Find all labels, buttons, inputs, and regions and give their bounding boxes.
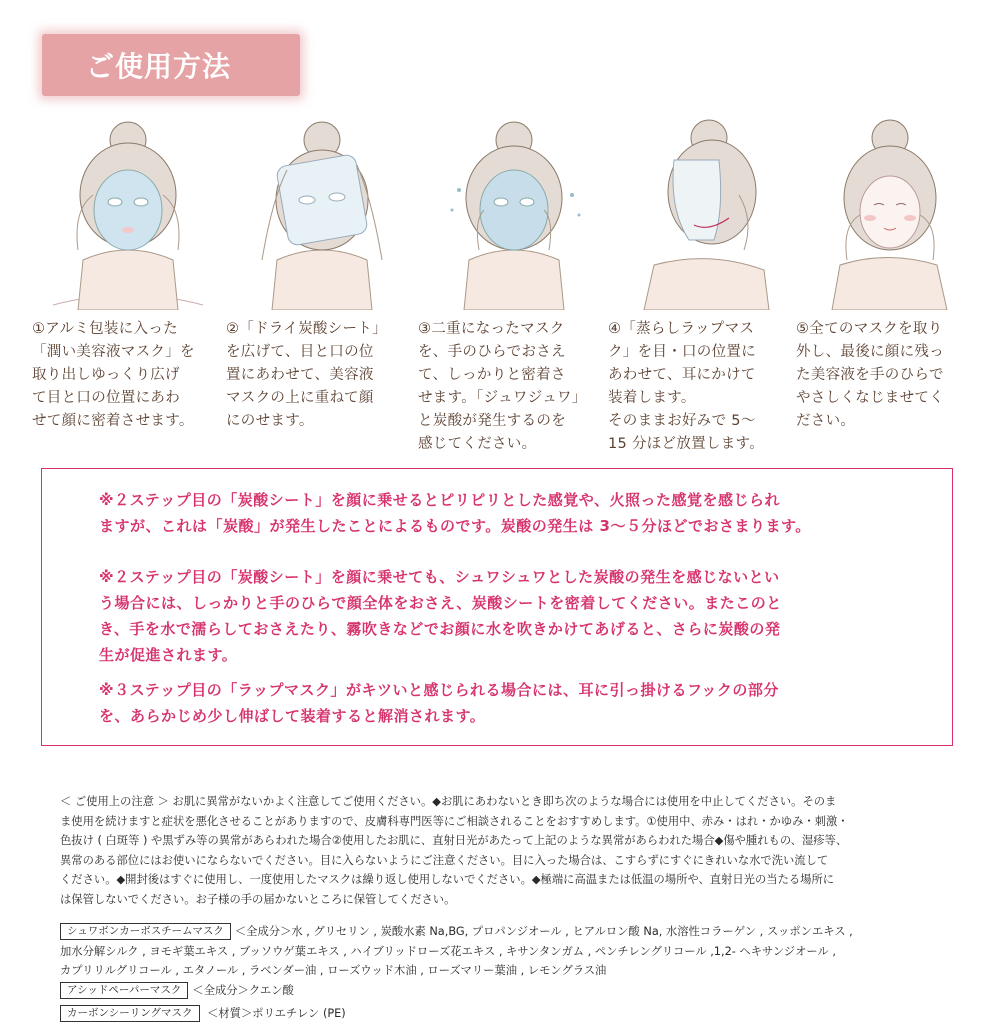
step-5-text: ⑤全てのマスクを取り 外し、最後に顔に残っ た美容液を手のひらで やさしくなじませてく ださい。 (796, 321, 944, 429)
step-3-text: ③二重になったマスク を、手のひらでおさえ て、しっかりと密着さ せます。「ジュワジュワ」 と炭酸が発生するのを 感じてください。 (418, 321, 587, 452)
step-3 (418, 100, 613, 452)
step-2-illustration (232, 100, 412, 310)
step-1 (32, 100, 227, 429)
step-4-text: ④「蒸らしラップマス ク」を目・口の位置に あわせて、耳にかけて 装着します。 そのままお好みで 5～ 15 分ほど放置します。 (608, 321, 764, 452)
step-4-illustration (614, 100, 794, 310)
step-2 (226, 100, 421, 429)
ingredient-2 (60, 981, 950, 1001)
ingredient-2-text: ＜全成分＞クエン酸 (192, 984, 294, 997)
notice-1: ※２ステップ目の「炭酸シート」を顔に乗せるとピリピリとした感覚や、火照った感覚を感じられ ますが、これは「炭酸」が発生したことによるものです。炭酸の発生は 3～５分ほどでおさまります。 (99, 491, 811, 535)
step-2-text: ②「ドライ炭酸シート」 を広げて、目と口の位 置にあわせて、美容液 マスクの上に重ねて顔 にのせます。 (226, 321, 387, 429)
ingredient-3 (60, 1004, 950, 1024)
ingredient-1-label: シュワボンカーボスチームマスク (60, 923, 231, 940)
ingredient-2-label: アシッドペーパーマスク (60, 982, 188, 999)
step-1-text: ①アルミ包装に入った 「潤い美容液マスク」を 取り出しゆっくり広げ て目と口の位置にあわ せて顔に密着させます。 (32, 321, 195, 429)
step-5-illustration (802, 100, 982, 310)
usage-caution: ＜ ご使用上の注意 ＞ お肌に異常がないかよく注意してご使用ください。◆お肌にあわないとき即ち次のような場合には使用を中止してください。そのま ま使用を続けますと症状を悪化させることがありますので、皮膚科専門医等にご相談されることをおすすめします。①使用中、赤み・はれ・かゆみ・刺激・ 色抜け ( 白斑等 ) や黒ずみ等の異常があらわれた場合②使用したお肌に、直射日光があたって上記のような異常があらわれた場合◆傷や腫れもの、湿疹等、 異常のある部位にはお使いにならないでください。目に入らないようにご注意ください。目に入った場合は、こすらずにすぐにきれいな水で洗い流して ください。◆開封後はすぐに使用し、一度使用したマスクは繰り返し使用しないでください。◆極端に高温または低温の場所や、直射日光の当たる場所に は保管しないでください。お子様の手の届かないところに保管してください。 (60, 795, 849, 906)
step-5 (796, 100, 991, 429)
step-4 (608, 100, 803, 452)
step-3-illustration (424, 100, 604, 310)
step-1-illustration (38, 100, 218, 310)
ingredient-1-text: ＜全成分＞水 , グリセリン , 炭酸水素 Na,BG, プロパンジオール , ヒアルロン酸 Na, 水溶性コラーゲン , スッポンエキス , 加水分解シルク , ヨモギ葉エキス , ブッソウゲ葉エキス , ハイブリッドローズ花エキス , キサンタンガム , ペンチレングリコール ,1,2- ヘキサンジオール , カプリリルグリコール , エタノール , ラベンダー油 , ローズウッド木油 , ローズマリー葉油 , レモングラス油 (60, 925, 853, 977)
steps-section (0, 100, 997, 460)
notice-2: ※２ステップ目の「炭酸シート」を顔に乗せても、シュワシュワとした炭酸の発生を感じないとい う場合には、しっかりと手のひらで顔全体をおさえ、炭酸シートを密着してください。またこのと き、手を水で濡らしておさえたり、霧吹きなどでお顔に水を吹きかけてあげると、さらに炭酸の発 生が促進されます。 (99, 568, 782, 664)
ingredient-3-text: ＜材質＞ポリエチレン (PE) (203, 1007, 346, 1020)
ingredient-3-label: カーボンシーリングマスク (60, 1005, 200, 1022)
page-title: ご使用方法 (42, 34, 300, 96)
notice-3: ※３ステップ目の「ラップマスク」がキツいと感じられる場合には、耳に引っ掛けるフックの部分 を、あらかじめ少し伸ばして装着すると解消されます。 (99, 681, 779, 725)
notice-box (41, 468, 953, 746)
ingredient-1 (60, 922, 950, 981)
